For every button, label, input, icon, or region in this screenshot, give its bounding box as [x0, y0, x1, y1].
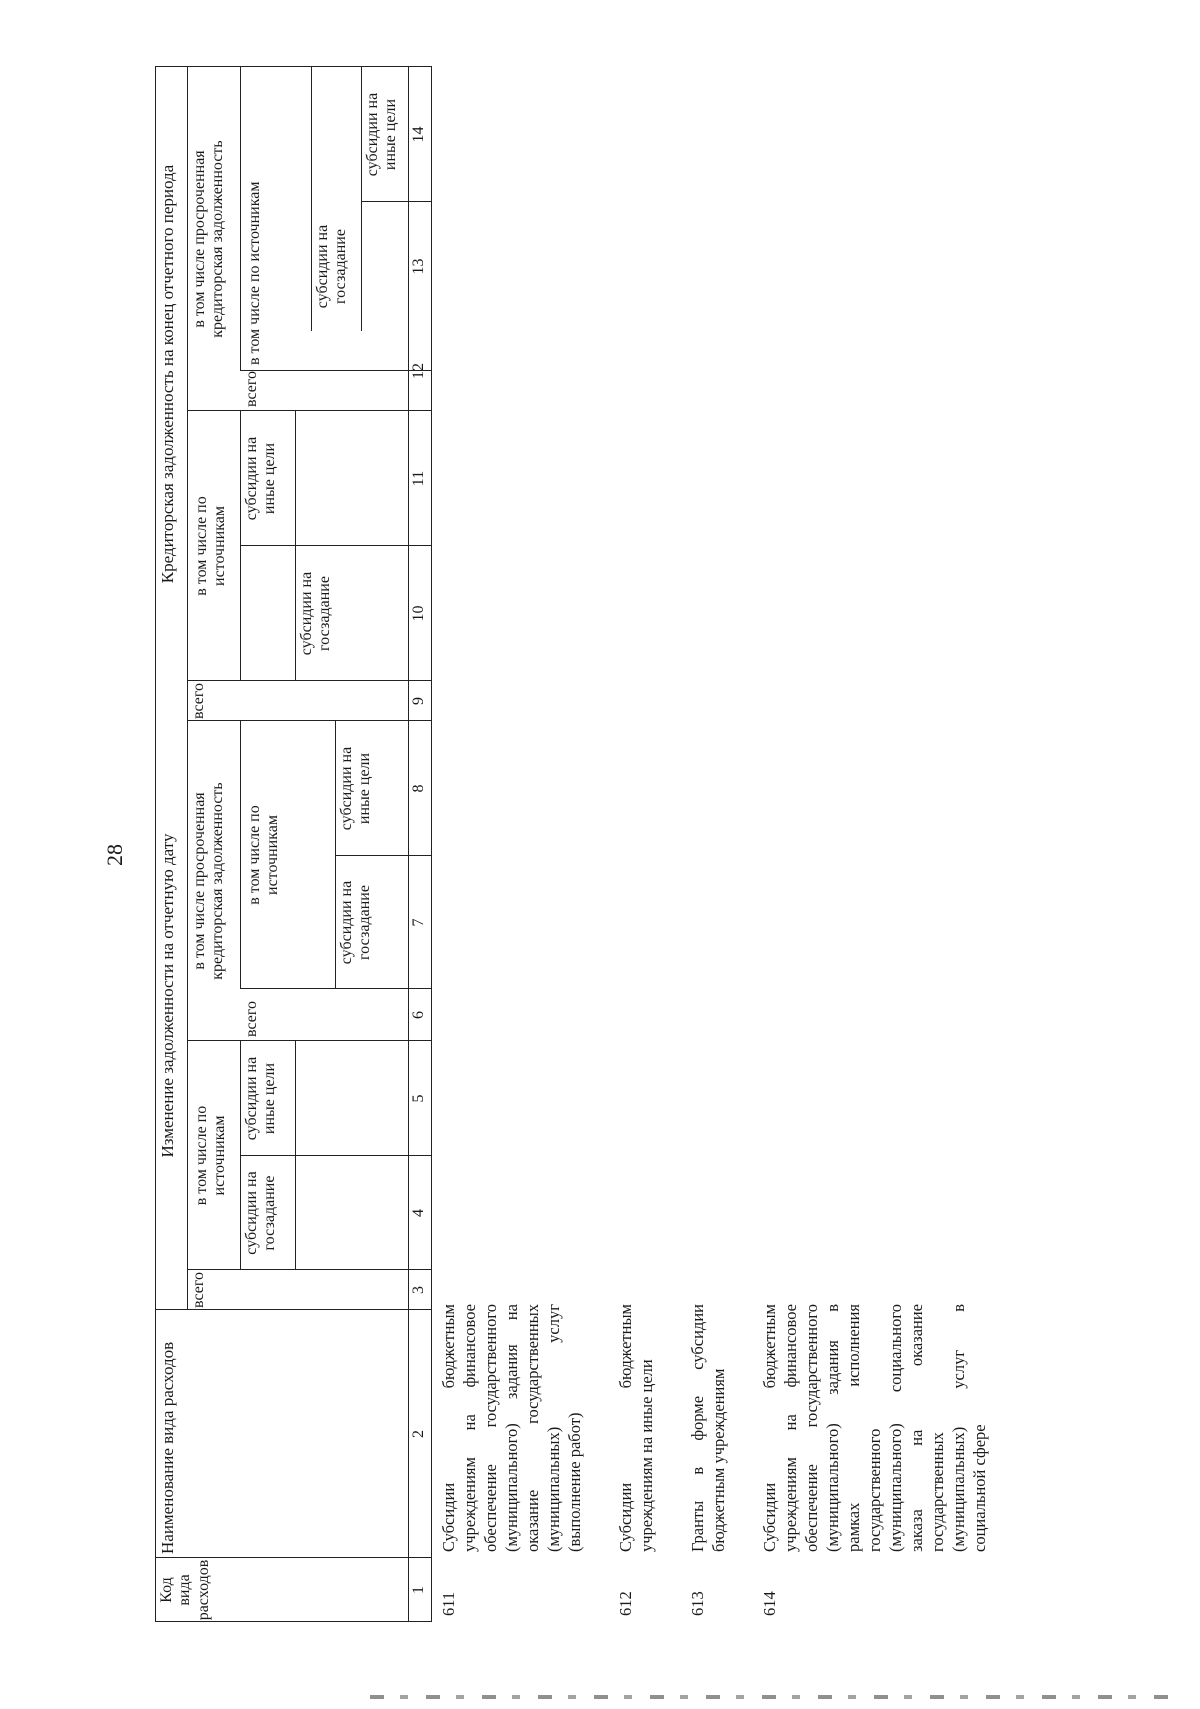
column-number: 6 [410, 1011, 428, 1019]
header-change-overdue-other-purposes: субсидии на иные цели [338, 746, 374, 831]
column-number: 2 [410, 1430, 428, 1438]
header-end-overdue-state-task: субсидии на госзадание [314, 224, 350, 309]
row-code: 612 [616, 1591, 635, 1616]
header-change-overdue: в том числе просроченная кредиторская задолженность [191, 782, 227, 980]
row-name: Субсидии бюджетным учреждениям на финансовое обеспечение государственного (муниципального) задания в рамках исполнения государственного (муниципального) социального заказа на оказание государственных (муниципальных) услуг в социальной сфере [760, 1304, 989, 1552]
column-number: 8 [410, 784, 428, 793]
header-end-overdue-by-sources: в том числе по источникам [246, 181, 263, 365]
column-number: 12 [410, 363, 428, 379]
header-end-group: Кредиторская задолженность на конец отчетного периода [158, 164, 177, 584]
header-change-by-sources: в том числе по источникам [193, 1105, 229, 1206]
header-end-total: всего [190, 682, 207, 720]
table-row [615, 67, 657, 1622]
column-number: 14 [410, 126, 428, 143]
column-number: 10 [410, 605, 428, 622]
column-number: 9 [410, 697, 428, 705]
column-number: 1 [410, 1586, 428, 1594]
row-code: 614 [760, 1591, 779, 1616]
header-change-overdue-total: всего [243, 1000, 260, 1037]
header-end-by-sources: в том числе по источникам [193, 496, 229, 596]
column-number: 13 [410, 258, 428, 275]
header-end-overdue-total: всего [243, 370, 260, 407]
table-header [155, 67, 432, 1622]
table-row [438, 67, 585, 1622]
column-number: 5 [410, 1094, 428, 1103]
header-end-state-task: субсидии на госзадание [298, 571, 334, 656]
header-name: Наименование вида расходов [158, 1341, 177, 1554]
row-name: Субсидии бюджетным учреждениям на финансовое обеспечение государственного (муниципального) задания на оказание государственных (муниципальных) услуг (выполнение работ) [439, 1304, 584, 1552]
row-code: 611 [439, 1591, 458, 1616]
budget-table-sheet [155, 67, 989, 1622]
column-number: 3 [410, 1286, 428, 1294]
table-body [438, 67, 1020, 1622]
header-change-total: всего [190, 1271, 207, 1309]
column-number: 7 [410, 918, 428, 927]
header-end-other-purposes: субсидии на иные цели [243, 436, 279, 521]
header-change-other-purposes: субсидии на иные цели [243, 1056, 279, 1141]
table-row [687, 67, 729, 1622]
row-name: Субсидии бюджетным учреждениям на иные цели [616, 1304, 656, 1552]
header-code: Код вида расходов [158, 1559, 212, 1621]
row-name: Гранты в форме субсидии бюджетным учреждениям [688, 1304, 728, 1552]
scan-artifact [370, 1695, 1170, 1699]
header-change-group: Изменение задолженности на отчетную дату [158, 833, 177, 1158]
page-number: 28 [102, 844, 127, 866]
row-code: 613 [688, 1591, 707, 1616]
header-change-overdue-by-sources: в том числе по источникам [246, 805, 282, 905]
header-end-overdue-other-purposes: субсидии на иные цели [364, 92, 400, 177]
table-row [759, 67, 990, 1622]
column-number: 4 [410, 1209, 428, 1217]
header-end-overdue: в том числе просроченная кредиторская задолженность [191, 140, 227, 338]
header-change-overdue-state-task: субсидии на госзадание [338, 880, 374, 965]
column-number: 11 [410, 470, 428, 487]
header-change-state-task: субсидии на госзадание [243, 1171, 279, 1255]
